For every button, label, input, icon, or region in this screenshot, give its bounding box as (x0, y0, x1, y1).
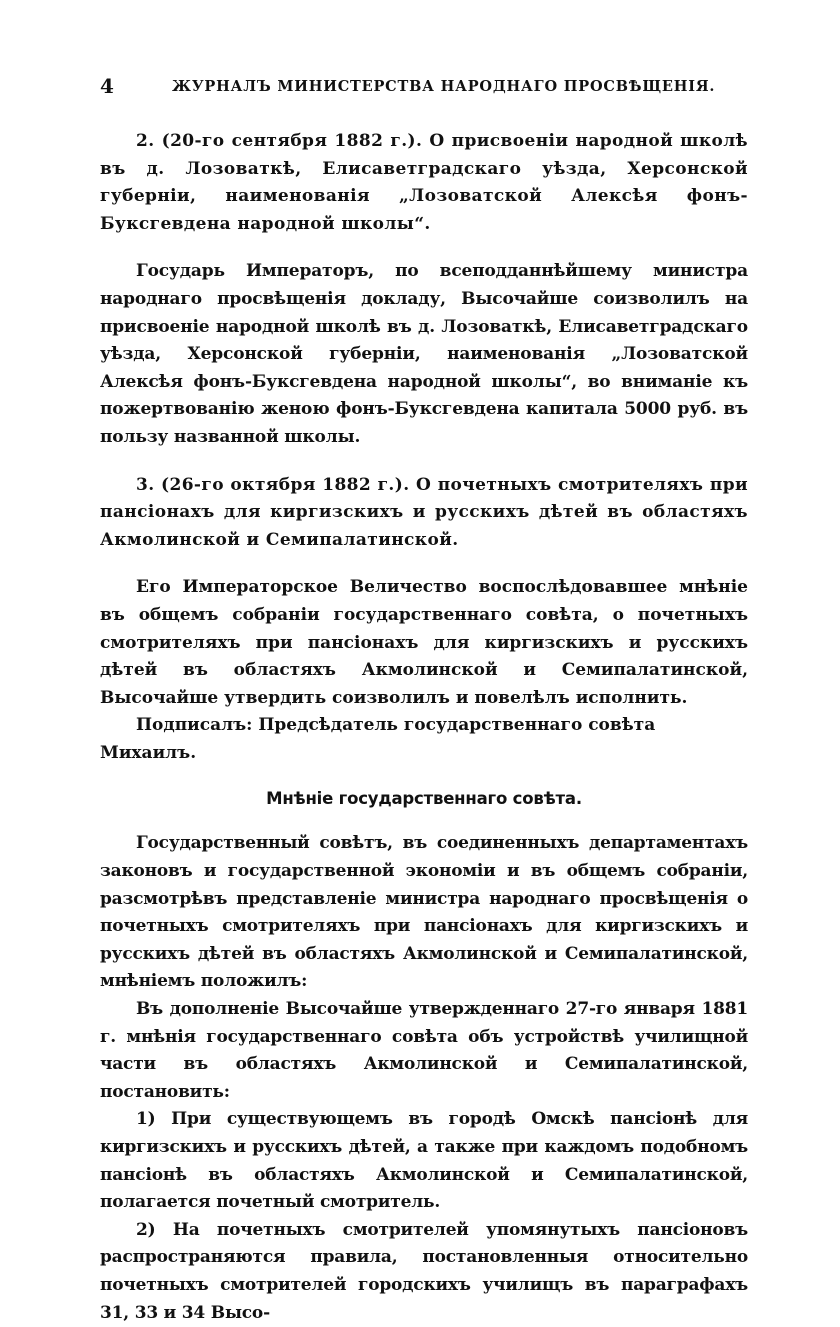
item-3-decree: Его Императорское Величество воспослѣдовавшее мнѣнiе въ общемъ собранiи государственнаго совѣта, о почетныхъ смотрителяхъ при пансiонахъ для киргизскихъ и русскихъ дѣтей въ областяхъ Акмолинской и Семипалатинской, Высочайше утвердить соизволилъ и повелѣлъ исполнить. (100, 577, 748, 708)
running-title: ЖУРНАЛЪ МИНИСТЕРСТВА НАРОДНАГО ПРОСВѢЩЕНІЯ. (172, 78, 716, 95)
opinion-paragraph: 2) На почетныхъ смотрителей упомянутыхъ пансiоновъ распространяются правила, постановленныя относительно почетныхъ смотрителей городскихъ училищъ въ параграфахъ 31, 33 и 34 Высо- (100, 1219, 748, 1323)
item-3-signature: Подписалъ: Предсѣдатель государственнаго совѣта Михаилъ. (100, 715, 656, 763)
opinion-body (100, 830, 748, 1327)
item-3-heading: 3. (26-го октября 1882 г.). О почетныхъ смотрителяхъ при пансiонахъ для киргизскихъ и русскихъ дѣтей въ областяхъ Акмолинской и Семипалатинской. (100, 474, 748, 550)
opinion-paragraph: Въ дополненiе Высочайше утвержденнаго 27-го января 1881 г. мнѣнiя государственнаго совѣта объ устройствѣ училищной части въ областяхъ Акмолинской и Семипалатинской, постановить: (100, 999, 748, 1102)
page-number: 4 (100, 74, 114, 98)
opinion-title: Мнѣнiе государственнаго совѣта. (266, 789, 582, 809)
opinion-paragraph: Государственный совѣтъ, въ соединенныхъ департаментахъ законовъ и государственной экономiи и въ общемъ собранiи, разсмотрѣвъ представленiе министра народнаго просвѣщенiя о почетныхъ смотрителяхъ при пансiонахъ для киргизскихъ и русскихъ дѣтей въ областяхъ Акмолинской и Семипалатинской, мнѣнiемъ положилъ: (100, 833, 748, 992)
page-header (100, 74, 748, 104)
item-2-decree: Государь Императоръ, по всеподданнѣйшему министра народнаго просвѣщенiя докладу, Высочайше соизволилъ на присвоенiе народной школѣ въ д. Лозоваткѣ, Елисаветградскаго уѣзда, Херсонской губернiи, наименованiя „Лозоватской Алексѣя фонъ-Буксгевдена народной школы“, во вниманiе къ пожертвованiю женою фонъ-Буксгевдена капитала 5000 руб. въ пользу названной школы. (100, 261, 748, 447)
item-2-heading: 2. (20-го сентября 1882 г.). О присвоенiи народной школѣ въ д. Лозоваткѣ, Елисаветградскаго уѣзда, Херсонской губернiи, наименованiя „Лозоватской Алексѣя фонъ-Буксгевдена народной школы“. (100, 131, 748, 234)
opinion-paragraph: 1) При существующемъ въ городѣ Омскѣ пансiонѣ для киргизскихъ и русскихъ дѣтей, а также при каждомъ подобномъ пансiонѣ въ областяхъ Акмолинской и Семипалатинской, полагается почетный смотритель. (100, 1109, 748, 1213)
